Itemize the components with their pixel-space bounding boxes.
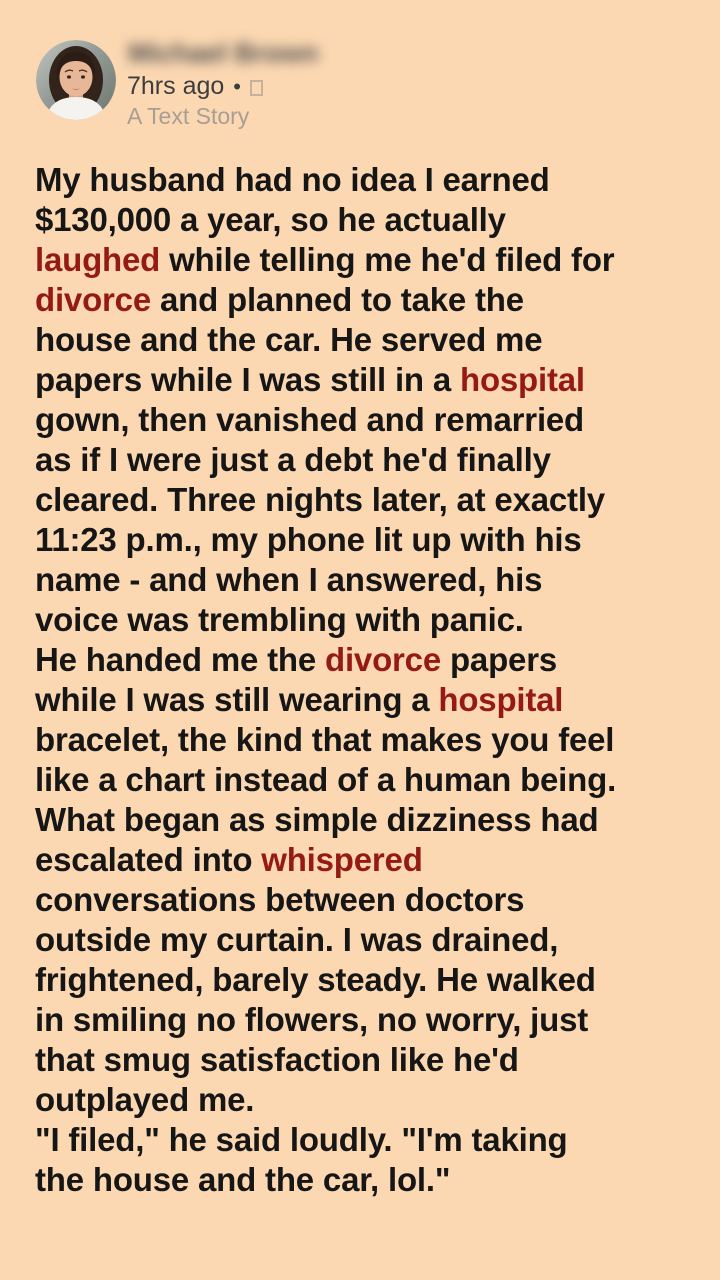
post-subtitle: A Text Story — [127, 103, 250, 129]
story-segment: voice was trembling with paпic. — [35, 601, 524, 638]
story-segment: in smiling no flowers, no worry, just — [35, 1001, 589, 1038]
author-name[interactable]: Michael Brown — [128, 38, 319, 68]
story-text — [35, 160, 715, 1200]
highlighted-word: hospital — [459, 361, 585, 398]
story-line — [35, 400, 715, 440]
timestamp: 7hrs ago — [127, 72, 225, 100]
story-line — [35, 360, 715, 400]
story-segment: and planned to take the — [151, 281, 524, 318]
story-line — [35, 640, 715, 680]
story-segment: outside my curtain. I was drained, — [35, 921, 559, 958]
story-line — [35, 440, 715, 480]
story-line — [35, 280, 715, 320]
story-segment: He handed me the — [35, 641, 325, 678]
story-segment: like a chart instead of a human being. — [35, 761, 617, 798]
story-segment: the house and the car, lol." — [35, 1161, 451, 1198]
highlighted-word: hospital — [438, 681, 564, 718]
meta-separator: • — [233, 73, 241, 99]
story-line — [35, 200, 715, 240]
story-line — [35, 1000, 715, 1040]
woman-portrait-icon — [36, 40, 116, 120]
story-line — [35, 520, 715, 560]
story-line — [35, 560, 715, 600]
story-segment: "I filed," he said loudly. "I'm taking — [35, 1121, 568, 1158]
story-segment: 11:23 p.m., my phone lit up with his — [35, 521, 582, 558]
story-line — [35, 800, 715, 840]
story-segment: What began as simple dizziness had — [35, 801, 599, 838]
story-segment: while I was still wearing a — [35, 681, 439, 718]
story-segment: conversations between doctors — [35, 881, 525, 918]
story-line — [35, 920, 715, 960]
story-line — [35, 1160, 715, 1200]
story-segment: cleared. Three nights later, at exactly — [35, 481, 605, 518]
story-line — [35, 960, 715, 1000]
story-segment: My husband had no idea I earned — [35, 161, 550, 198]
highlighted-word: whispered — [261, 841, 423, 878]
story-line — [35, 240, 715, 280]
story-line — [35, 160, 715, 200]
story-segment: escalated into — [35, 841, 262, 878]
story-segment: gown, then vanished and remarried — [35, 401, 585, 438]
story-segment: outplayed me. — [35, 1081, 255, 1118]
story-segment: that smug satisfaction like he'd — [35, 1041, 519, 1078]
story-segment: papers while I was still in a — [35, 361, 460, 398]
avatar[interactable] — [36, 40, 116, 120]
story-line — [35, 680, 715, 720]
highlighted-word: divorce — [35, 281, 151, 318]
story-line — [35, 880, 715, 920]
story-segment: $130,000 a year, so he actually — [35, 201, 506, 238]
story-line — [35, 1080, 715, 1120]
story-line — [35, 1120, 715, 1160]
story-line — [35, 720, 715, 760]
story-segment: papers — [441, 641, 557, 678]
privacy-icon — [250, 80, 263, 96]
story-line — [35, 760, 715, 800]
story-segment: name - and when I answered, his — [35, 561, 543, 598]
story-segment: house and the car. He served me — [35, 321, 543, 358]
story-segment: as if I were just a debt he'd finally — [35, 441, 551, 478]
story-line — [35, 840, 715, 880]
highlighted-word: divorce — [325, 641, 441, 678]
post-meta — [127, 72, 263, 101]
story-line — [35, 480, 715, 520]
story-segment: while telling me he'd filed for — [160, 241, 615, 278]
story-line — [35, 1040, 715, 1080]
story-segment: bracelet, the kind that makes you feel — [35, 721, 615, 758]
story-line — [35, 320, 715, 360]
story-line — [35, 600, 715, 640]
story-segment: frightened, barely steady. He walked — [35, 961, 596, 998]
highlighted-word: laughed — [35, 241, 161, 278]
